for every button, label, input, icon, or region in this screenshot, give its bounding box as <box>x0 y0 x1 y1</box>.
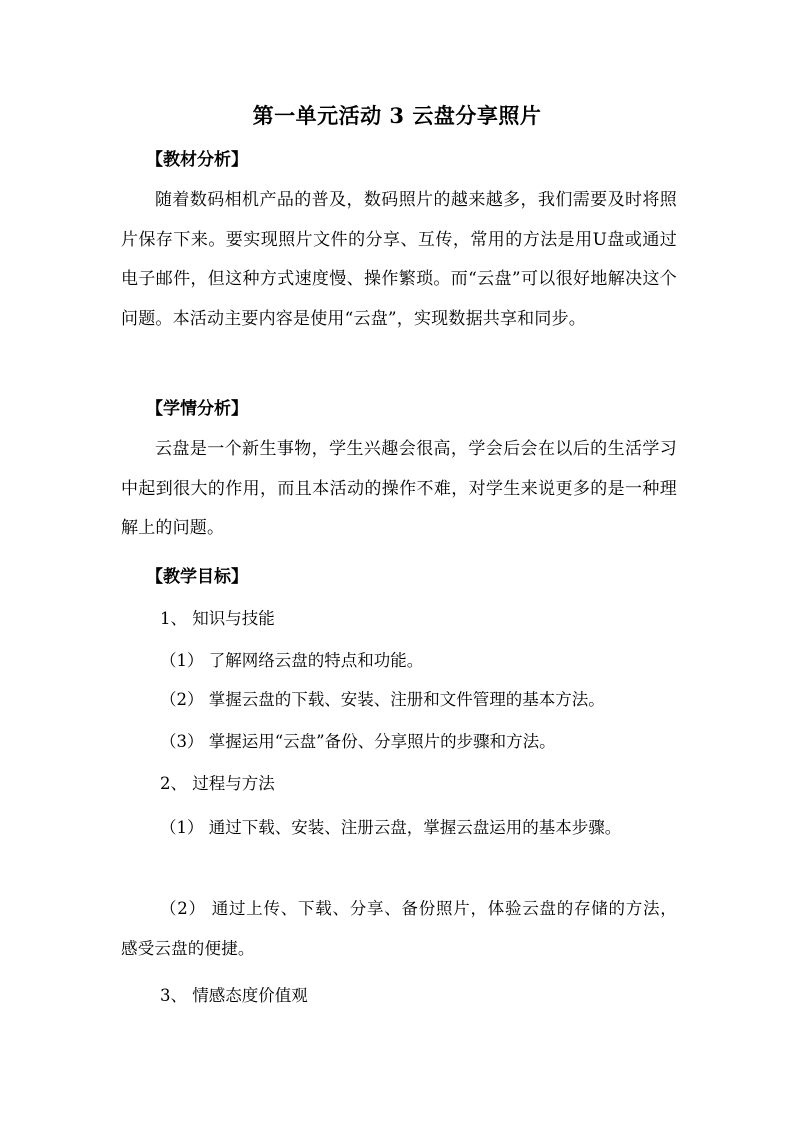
goal-2-item-1: （1） 通过下载、安装、注册云盘，掌握云盘运用的基本步骤。 <box>160 818 622 837</box>
section-heading-textbook-analysis: 【教材分析】 <box>146 150 248 170</box>
section-heading-learning-analysis: 【学情分析】 <box>146 399 248 419</box>
goal-1-item-2: （2） 掌握云盘的下载、安装、注册和文件管理的基本方法。 <box>160 690 605 709</box>
goal-1-item-3: （3） 掌握运用“云盘”备份、分享照片的步骤和方法。 <box>160 732 556 751</box>
goal-2-item-2: （2） 通过上传、下载、分享、备份照片，体验云盘的存储的方法，感受云盘的便捷。 <box>121 899 677 958</box>
paragraph-textbook-analysis: 随着数码相机产品的普及，数码照片的越来越多，我们需要及时将照片保存下来。要实现照片文件的分享、互传，常用的方法是用U盘或通过电子邮件，但这种方式速度慢、操作繁琐。而“云盘”可以很好地解决这个问题。本活动主要内容是使用“云盘”，实现数据共享和同步。 <box>121 190 677 329</box>
goal-1-item-1: （1） 了解网络云盘的特点和功能。 <box>160 651 424 670</box>
goal-3-label: 3、 情感态度价值观 <box>160 986 308 1005</box>
goal-1-label: 1、 知识与技能 <box>160 609 275 628</box>
section-heading-teaching-goals: 【教学目标】 <box>146 567 248 587</box>
goal-2-label: 2、 过程与方法 <box>160 774 275 793</box>
document-title: 第一单元活动 3 云盘分享照片 <box>252 103 542 128</box>
paragraph-learning-analysis: 云盘是一个新生事物，学生兴趣会很高，学会后会在以后的生活学习中起到很大的作用，而且本活动的操作不难，对学生来说更多的是一种理解上的问题。 <box>121 439 677 538</box>
